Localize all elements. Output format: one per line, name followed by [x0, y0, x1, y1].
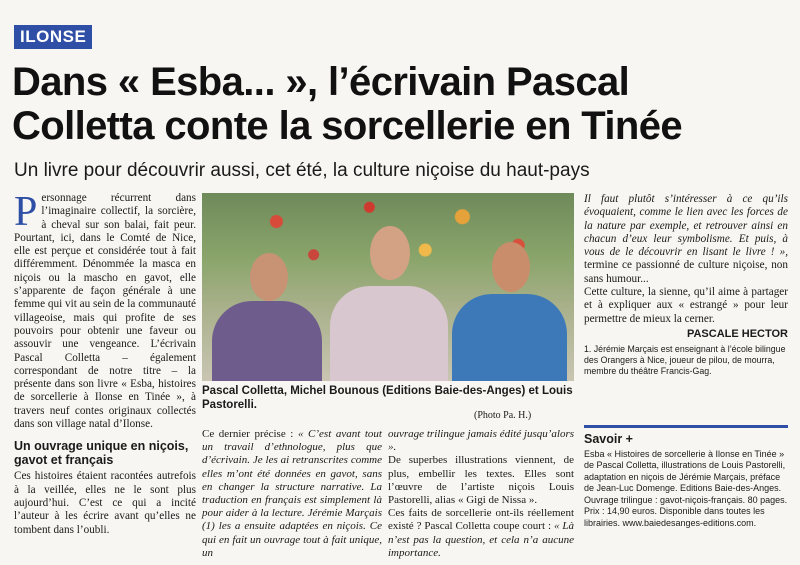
column-1 [14, 189, 196, 537]
quote: « C’est avant tout un travail d’ethnologue, plus que d’écrivain. Je les ai retranscrites comme elles m’ont été données en gavot, sans en changer la structure narrative. La traduction en français est simplement là pour aider à la lecture. Jérémie Marçais (1) les a ensuite adaptées en niçois. Ce qui en fait un ouvrage tout à fait unique, un [202, 428, 382, 559]
intertitle: Un ouvrage unique en niçois, gavot et français [14, 439, 189, 468]
person-right [452, 216, 567, 381]
lead-paragraph [14, 189, 196, 431]
info-box [584, 425, 788, 529]
info-box-title: Savoir + [584, 432, 633, 446]
article-headline [12, 60, 792, 148]
column-3 [388, 428, 574, 560]
paragraph [202, 428, 382, 560]
drop-cap: P [14, 189, 38, 235]
column-4 [584, 193, 788, 377]
quote-attribution: termine ce passionné de culture niçoise, non sans humour... [584, 259, 788, 285]
lead-text: ersonnage récurrent dans l’imaginaire collectif, la sorcière, à cheval sur son balai, fait peur. Pourtant, ici, dans le Comté de Nice, elle est perçue et considérée tout à fait différemment. Dénommée la masca en niçois ou la mascho en gavot, elle s’apparente de façon générale à une femme qui vit au sein de la communauté villageoise, mais qui profite de ses pouvoirs pour obtenir une faveur ou assouvir une vengeance. L’écrivain Pascal Colletta – également correspondant de notre titre – la présente dans son livre « Esba, histoires de sorcellerie à Ilonse en Tinée », à travers neuf contes originaux collectés dans son village natal d’Ilonse. [14, 192, 196, 431]
paragraph: Ces histoires étaient racontées autrefois à la veillée, elles ne le sont plus aujourd’hui. C’est ce qui a incité l’auteur à les écrire avant qu’elles ne tombent dans l’oubli. [14, 470, 196, 536]
paragraph [584, 193, 788, 286]
headline-line-2: Colletta conte la sorcellerie en Tinée [12, 104, 683, 148]
article-subtitle: Un livre pour découvrir aussi, cet été, la culture niçoise du haut-pays [14, 160, 590, 181]
column-2 [202, 428, 382, 560]
section-rubric: ILONSE [14, 25, 92, 49]
person-center [330, 206, 448, 381]
footnote: 1. Jérémie Marçais est enseignant à l’école bilingue des Orangers à Nice, joueur de pilou, de mourra, membre du théâtre Francis-Gag. [584, 343, 786, 376]
quote-intro: Ce dernier précise : [202, 428, 298, 440]
paragraph: Cette culture, la sienne, qu’il aime à partager et à expliquer aux « estrangé » pour leur permettre de mieux la cerner. [584, 286, 788, 325]
paragraph [388, 507, 574, 560]
info-box-text: Esba « Histoires de sorcellerie à Ilonse en Tinée » de Pascal Colletta, illustrations de Louis Pastorelli, adaptation en niçois de Jérémie Marçais, préface de Jean-Luc Domenge. Editions Baie-des-Anges. Ouvrage trilingue : gavot-niçois-français. 80 pages. Prix : 14,90 euros. Disponible dans toutes les librairies. www.baiedesanges-editions.com. [584, 448, 788, 528]
paragraph: De superbes illustrations viennent, de plus, embellir les textes. Elles sont l’œuvre de l’artiste niçois Louis Pastorelli, alias « Gigi de Nissa ». [388, 454, 574, 507]
photo-caption: Pascal Colletta, Michel Bounous (Editions Baie-des-Anges) et Louis Pastorelli. [202, 385, 573, 411]
question-text: Ces faits de sorcellerie ont-ils réellement existé ? Pascal Colletta coupe court : [388, 507, 574, 533]
quote: « Là n’est pas la question, et cela n’a aucune importance. [388, 520, 575, 559]
quote-end: ouvrage trilingue jamais édité jusqu’alors ». [388, 428, 574, 454]
photo-credit: (Photo Pa. H.) [474, 410, 532, 421]
person-left [212, 231, 322, 381]
article-photo [202, 193, 574, 381]
headline-line-1: Dans « Esba... », l’écrivain Pascal [12, 60, 630, 104]
author-signature: PASCALE HECTOR [686, 327, 788, 340]
quote: Il faut plutôt s’intéresser à ce qu’ils évoquaient, comme le lien avec les forces de la nature par exemple, et retrouver ainsi en chacun d’eux leur symbolisme. Et puis, à vous de le découvrir en lisant le livre ! », [584, 193, 788, 259]
